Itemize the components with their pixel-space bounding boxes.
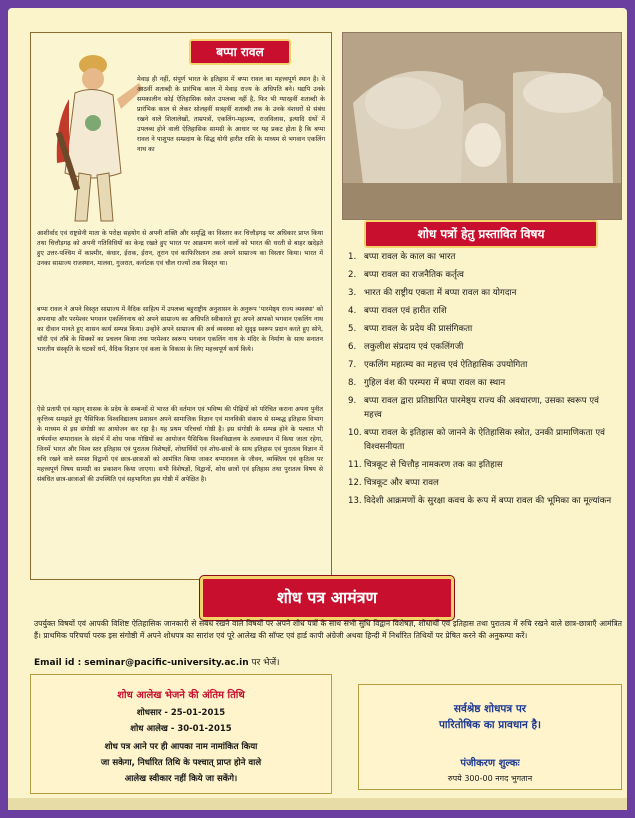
topic-item: 6. लकुलीश संप्रदाय एवं एकलिंगजी <box>348 342 464 352</box>
abstract-deadline: शोधसार - 25-01-2015 <box>136 708 226 718</box>
intro-paragraph-continued: आशीर्वाद एवं राष्ट्रसेनी माता के परोक्ष सहयोग से अपनी शक्ति और समृद्धि का विस्तार कर चित्तौड़गढ़ पर अधिकार प्राप्त किया तथा चित्तौड़गढ़ को अपनी गतिविधियों का केन्द्र रखते हुए भारत पर आक्रमण करने वालों को भारत की धरती से बाहर खदेड़ते हुए उत्तर-पश्चिम में काश्मीर, कंधार, ईराक, ईरान, तूरान एवं काफिरिस्तान तक अपने साम्राज्य का विस्तार किया। भारत में उनका साम्राज्य राजस्थान, मालवा, गुजरात, कर्नाटक एवं चौल राज्यों तक विस्तृत था। <box>37 230 323 267</box>
administration-paragraph: बप्पा रावल ने अपने विस्तृत साम्राज्य में वैदिक साहित्य में उपलब्ध बहुराष्ट्रीय अनुशासन के अनुरूप 'पारमेष्ठ्य राज्य व्यवस्था' को अपनाया और परमेश्वर भगवान एकलिंगनाथ को अपने साम्राज्य का अधिपति स्वीकारते हुए अपने आपको भगवान एकलिंग नाथ का दीवान मानते हुए शासन कार्य सम्पन्न किया। उन्होंने अपने साम्राज्य की अर्थ व्यवस्था को सुदृढ़ स्वरूप प्रदान करते हुए सोने, चाँदी एवं ताँबे के सिक्कों का प्रचलन किया तथा परमेश्वर स्वरूप भगवान एकलिंग नाथ के मंदिर के निर्माण के साथ सनातन भारतीय संस्कृति के घटकों धर्म, वैदिक विज्ञान एवं कला के विकास के लिए महत्त्वपूर्ण कार्य किये। <box>37 306 323 353</box>
bappa-rawal-title: बप्पा रावल <box>189 39 291 65</box>
topic-item: 13. विदेशी आक्रमणों के सुरक्षा कवच के रूप में बप्पा रावल की भूमिका का मूल्यांकन <box>348 496 612 506</box>
award-text <box>359 701 621 733</box>
proposed-topics-list <box>348 250 618 512</box>
deadline-title: शोध आलेख भेजने की अंतिम तिथि <box>117 690 245 701</box>
deadline-box <box>30 674 332 794</box>
poster-page <box>8 8 627 810</box>
sculpture-photo <box>342 32 622 220</box>
paper-invitation-title: शोध पत्र आमंत्रण <box>200 576 454 620</box>
topic-item: 7. एकलिंग महात्म्य का महत्त्व एवं ऐतिहासिक उपयोगिता <box>348 360 528 370</box>
seminar-paragraph: ऐसे प्रतापी एवं महान् शासक के प्रदेय के सम्बन्धों से भारत की वर्तमान एवं भविष्य की पीढ़ियों को परिचित कराना अपना पुनीत कृत्तिव्य समझते हुए पैसिफिक विश्वविद्यालय प्रशासन अपने सामाजिक विज्ञान एवं मानविकी संकाय से सम्बद्ध इतिहास विभाग के माध्यम से इस संगोष्ठी का आयोजन कर रहा है। यह प्रथम परिचर्चा गोष्ठी है। इस संगोष्ठी के सम्पन्न होने के पश्चात भी वर्षपर्यन्त बप्पारावल के संदर्भ में शोध परक गोष्ठियों का आयोजन पैसिफिक विश्वविद्यालय के तत्वावधान में किया जाता रहेगा, जिनमें भारत और विश्व स्तर इतिहास एवं पुरातत्व विशेषज्ञों, शोधार्थियों एवं शोध-छात्रों के साथ इतिहास एवं पुरातत्व विज्ञान में रुचि रखने वाले समस्त विद्वानों एवं छात्र-छात्राओं को आमंत्रित किया जाकर बप्पारावल के जीवन, व्यक्तित्व एवं कृतित्व पर महत्त्वपूर्ण विषय सामग्री का प्रकाशन किया जाएगा। सभी विशेषज्ञों, विद्वानों, शोध छात्रों एवं इतिहास तथा पुरातत्व विषय से संबंधित छात्र-छात्राओं की उपस्थिति एवं सहभागिता इस गोष्ठी में अपेक्षित है। <box>37 406 323 483</box>
registration-fee-title: पंजीकरण शुल्कः <box>460 758 520 769</box>
deadline-note-line-2: जा सकेगा, निर्धारित तिथि के पश्चात् प्राप्त होने वाले <box>100 758 262 768</box>
intro-paragraph: मेवाड़ ही नहीं, संपूर्ण भारत के इतिहास में बप्पा रावल का महत्त्वपूर्ण स्थान है। वे आठवीं शताब्दी के प्रारंभिक काल में मेवाड़ राज्य के अधिपति बने। यद्यपि उनके समकालीन कोई ऐतिहासिक स्त्रोत उपलब्ध नहीं है, फिर भी ग्यारहवीं शताब्दी के प्रारंभिक काल से लेकर सोलहवीं सत्रहवीं शताब्दी तक के उनके वंशधरों से संबंध रखने वाले शिलालेखों, ताम्रपत्रों, एकलिंग-महात्म्य, राजविलास, इत्यादि ग्रंथों में उपलब्ध होने वाली ऐतिहासिक सामग्री के आधार पर यह प्रकट होता है कि बप्पा रावल ने पाशुपत सम्प्रदाय के सिद्ध योगी हारीत राशि के माध्यम से भगवान एकलिंग नाथ का <box>137 76 325 153</box>
bottom-strip <box>8 798 627 810</box>
topic-item: 4. बप्पा रावल एवं हारीत राशि <box>348 306 447 316</box>
topic-item: 3. भारत की राष्ट्रीय एकता में बप्पा रावल का योगदान <box>348 288 517 298</box>
saint-illustration <box>35 43 153 233</box>
topic-item: 12. चित्रकूट और बप्पा रावल <box>348 478 439 488</box>
proposed-topics-title: शोध पत्रों हेतु प्रस्तावित विषय <box>364 220 598 248</box>
invitation-text: उपर्युक्त विषयों एवं आपकी विशिष्ट ऐतिहासिक जानकारी से संबंध रखने वाले विषयों पर अपने शोध पत्रों के साथ सभी सुधि विद्वान विशेषज्ञ, शोधार्थी एवं इतिहास तथा पुरातत्व में रुचि रखने वाले छात्र-छात्राएँ आमंत्रित हैं। प्राथमिक परिचर्चा परक इस संगोष्ठी में अपने शोधपत्र का सारांश एवं पूरे आलेख की सॉफ्ट एवं हार्ड कापी अंग्रेजी अथवा हिन्दी में निर्धारित तिथियों पर प्रेषित करने की अनुकम्पा करें। <box>34 619 622 640</box>
award-box <box>358 684 622 790</box>
bappa-rawal-section <box>30 32 332 580</box>
topic-item: 10. बप्पा रावल के इतिहास को जानने के ऐतिहासिक स्त्रोत, उनकी प्रामाणिकता एवं विश्वसनीयता <box>348 428 605 452</box>
topic-item: 5. बप्पा रावल के प्रदेय की प्रासंगिकता <box>348 324 473 334</box>
paper-deadline: शोध आलेख - 30-01-2015 <box>130 724 232 734</box>
topic-item: 9. बप्पा रावल द्वारा प्रतिष्ठापित पारमेष्ठ्य राज्य की अवधारणा, उसका स्वरूप एवं महत्त्व <box>348 396 599 420</box>
registration-fee-value: रुपये 300-00 नगद भुगतान <box>447 774 533 783</box>
topic-item: 2. बप्पा रावल का राजनैतिक कर्तृत्व <box>348 270 464 280</box>
deadline-note-line-1: शोध पत्र आने पर ही आपका नाम नामांकित किया <box>104 742 258 752</box>
topic-item: 11. चित्रकूट से चित्तौड़ नामकरण तक का इतिहास <box>348 460 503 470</box>
deadline-note-line-3: आलेख स्वीकार नहीं किये जा सकेंगे। <box>124 774 238 784</box>
topic-item: 1. बप्पा रावल के काल का भारत <box>348 252 456 262</box>
email-line <box>34 655 280 668</box>
email-link[interactable]: Email id : seminar@pacific-university.ac.in <box>34 658 249 668</box>
award-line-1: सर्वश्रेष्ठ शोधपत्र पर <box>453 703 527 715</box>
award-line-2: पारितोषिक का प्रावधान है। <box>438 719 542 731</box>
email-suffix: पर भेजें। <box>248 658 280 668</box>
topic-item: 8. गुहिल वंश की परम्परा में बप्पा रावल का स्थान <box>348 378 506 388</box>
